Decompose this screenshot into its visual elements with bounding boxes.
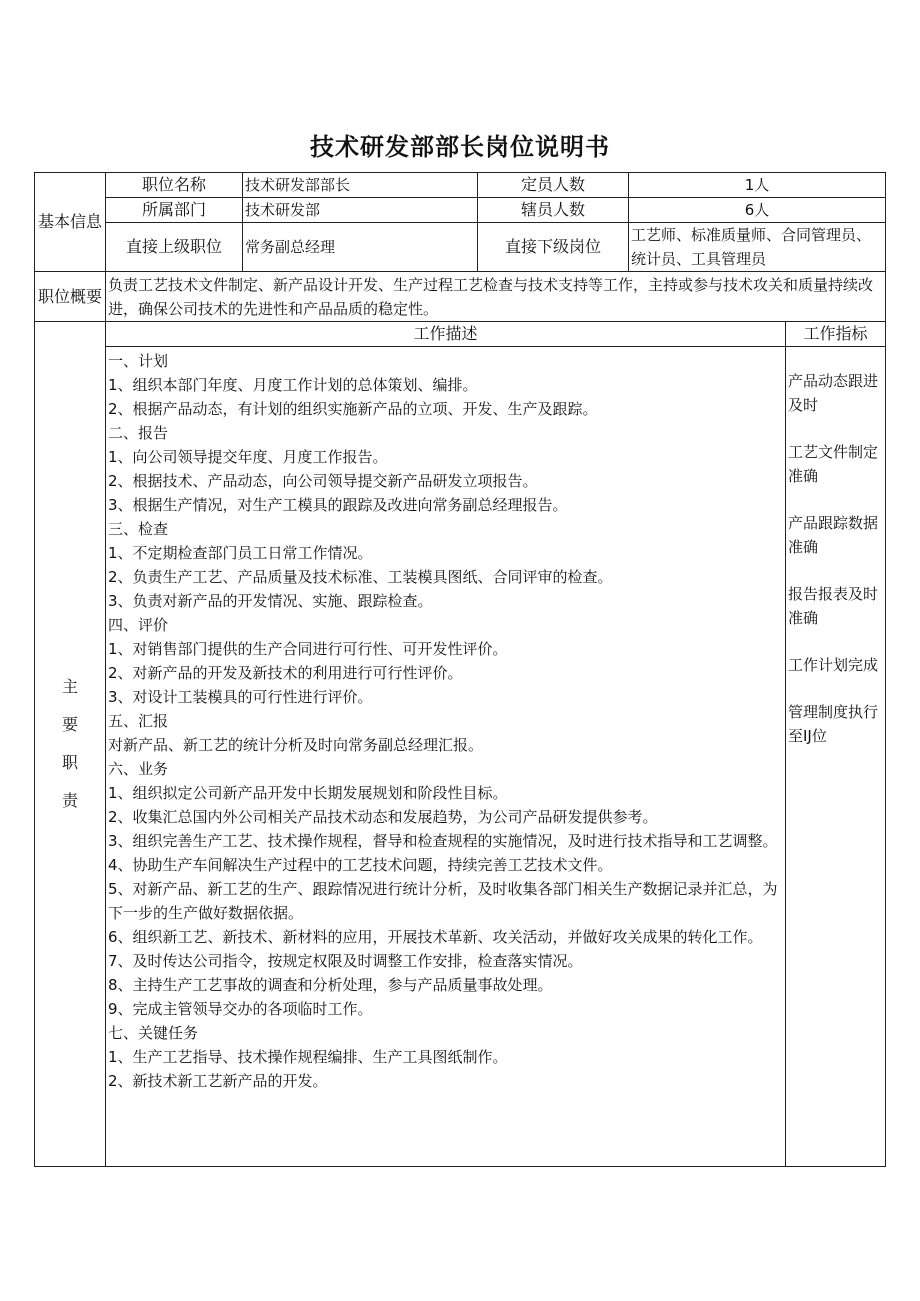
duties-label-char: 职 <box>61 753 78 772</box>
managed-count-label: 辖员人数 <box>478 198 629 223</box>
subordinate-value: 工艺师、标准质量师、合同管理员、统计员、工具管理员 <box>629 223 886 272</box>
duty-line: 1、生产工艺指导、技术操作规程编排、生产工具图纸制作。 <box>108 1048 508 1066</box>
superior-label: 直接上级职位 <box>106 223 243 272</box>
duty-line: 3、根据生产情况，对生产工模具的跟踪及改进向常务副总经理报告。 <box>108 496 568 514</box>
department-value: 技术研发部 <box>243 198 478 223</box>
metric-item: 产品动态跟进及时 <box>788 372 879 414</box>
duty-line: 1、不定期检查部门员工日常工作情况。 <box>108 544 373 562</box>
duty-line: 5、对新产品、新工艺的生产、跟踪情况进行统计分析，及时收集各部门相关生产数据记录并汇总，为下一步的生产做好数据依据。 <box>108 880 778 922</box>
duty-line: 2、新技术新工艺新产品的开发。 <box>108 1072 328 1090</box>
work-metrics-header: 工作指标 <box>786 322 886 347</box>
position-name-label: 职位名称 <box>106 173 243 198</box>
duty-line: 二、报告 <box>108 424 169 442</box>
position-name-value: 技术研发部部长 <box>243 173 478 198</box>
duty-line: 3、负责对新产品的开发情况、实施、跟踪检查。 <box>108 592 433 610</box>
page-title: 技术研发部部长岗位说明书 <box>310 133 610 161</box>
duty-line: 2、负责生产工艺、产品质量及技术标准、工装模具图纸、合同评审的检查。 <box>108 568 613 586</box>
headcount-value: 1人 <box>629 173 886 198</box>
duty-line: 3、对设计工装模具的可行性进行评价。 <box>108 688 373 706</box>
duties-label <box>35 322 106 1167</box>
duties-label-char: 主 <box>61 677 78 696</box>
duty-line: 1、向公司领导提交年度、月度工作报告。 <box>108 448 388 466</box>
department-label: 所属部门 <box>106 198 243 223</box>
subordinate-label: 直接下级岗位 <box>478 223 629 272</box>
duty-line: 一、计划 <box>108 352 169 370</box>
duty-line: 4、协助生产车间解决生产过程中的工艺技术问题，持续完善工艺技术文件。 <box>108 856 613 874</box>
duty-line: 3、组织完善生产工艺、技术操作规程，督导和检查规程的实施情况，及时进行技术指导和工艺调整。 <box>108 832 778 850</box>
duty-line: 8、主持生产工艺事故的调查和分析处理，参与产品质量事故处理。 <box>108 976 553 994</box>
metric-item: 工艺文件制定准确 <box>788 443 879 485</box>
duty-line: 1、组织本部门年度、月度工作计划的总体策划、编排。 <box>108 376 478 394</box>
duty-line: 七、关键任务 <box>108 1024 199 1042</box>
duties-label-char: 责 <box>61 791 78 810</box>
duty-line: 五、汇报 <box>108 712 169 730</box>
headcount-label: 定员人数 <box>478 173 629 198</box>
duty-line: 6、组织新工艺、新技术、新材料的应用，开展技术革新、攻关活动，并做好攻关成果的转化工作。 <box>108 928 763 946</box>
duty-line: 三、检查 <box>108 520 169 538</box>
basic-info-label: 基本信息 <box>35 173 106 272</box>
duty-line: 9、完成主管领导交办的各项临时工作。 <box>108 1000 373 1018</box>
duty-line: 7、及时传达公司指令，按规定权限及时调整工作安排，检查落实情况。 <box>108 952 583 970</box>
superior-value: 常务副总经理 <box>243 223 478 272</box>
duty-line: 2、根据技术、产品动态，向公司领导提交新产品研发立项报告。 <box>108 472 538 490</box>
job-description-table <box>34 172 886 1167</box>
work-description-list <box>106 347 786 1167</box>
work-description-header: 工作描述 <box>106 322 786 347</box>
metric-item: 管理制度执行至IJ位 <box>788 703 879 745</box>
duty-line: 1、组织拟定公司新产品开发中长期发展规划和阶段性目标。 <box>108 784 508 802</box>
duty-line: 2、对新产品的开发及新技术的利用进行可行性评价。 <box>108 664 463 682</box>
work-metrics-list <box>786 347 886 1167</box>
metric-item: 产品跟踪数据准确 <box>788 514 879 556</box>
duty-line: 对新产品、新工艺的统计分析及时向常务副总经理汇报。 <box>108 736 484 754</box>
duty-line: 六、业务 <box>108 760 169 778</box>
duty-line: 1、对销售部门提供的生产合同进行可行性、可开发性评价。 <box>108 640 508 658</box>
managed-count-value: 6人 <box>629 198 886 223</box>
summary-text: 负责工艺技术文件制定、新产品设计开发、生产过程工艺检查与技术支持等工作，主持或参与技术攻关和质量持续改进，确保公司技术的先进性和产品品质的稳定性。 <box>106 272 886 322</box>
duties-label-char: 要 <box>61 715 78 734</box>
metric-item: 报告报表及时准确 <box>788 585 879 627</box>
metric-item: 工作计划完成 <box>788 656 879 674</box>
duty-line: 2、收集汇总国内外公司相关产品技术动态和发展趋势，为公司产品研发提供参考。 <box>108 808 658 826</box>
duty-line: 2、根据产品动态，有计划的组织实施新产品的立项、开发、生产及跟踪。 <box>108 400 598 418</box>
summary-label: 职位概要 <box>35 272 106 322</box>
duty-line: 四、评价 <box>108 616 169 634</box>
